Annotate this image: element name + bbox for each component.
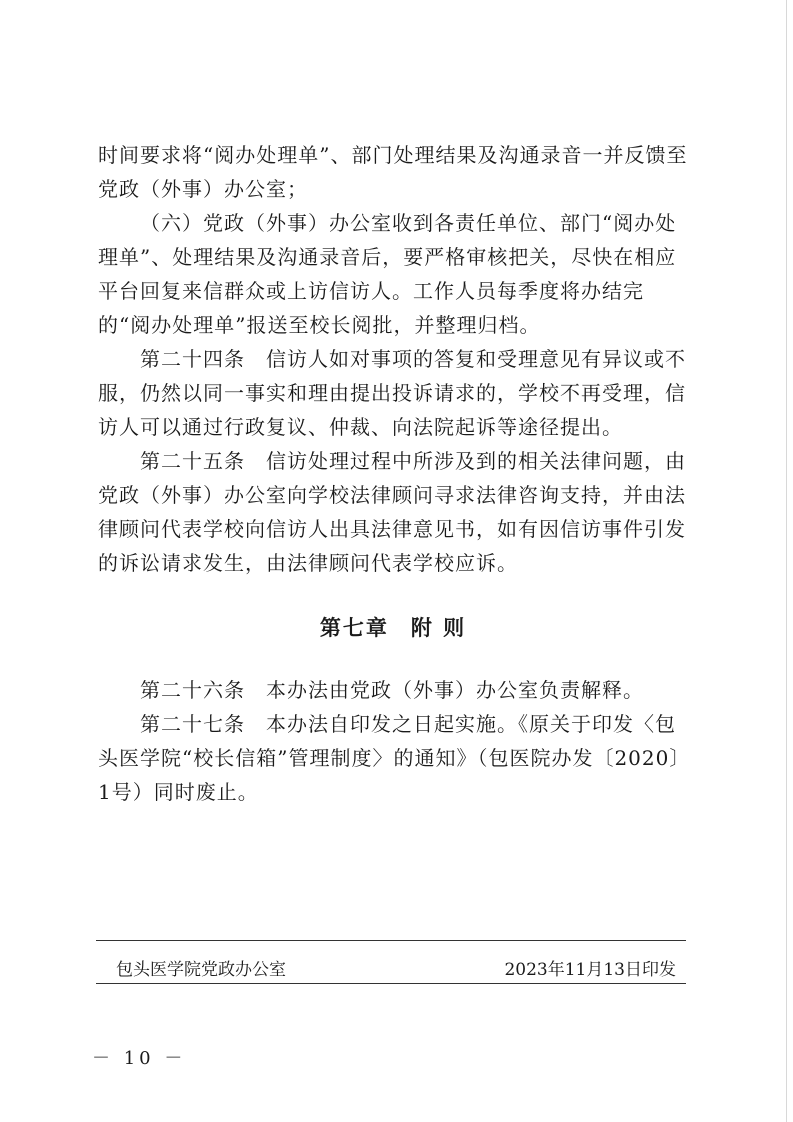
footer-bottom-rule: [96, 983, 686, 984]
footer-date: 2023年11月13日印发: [504, 960, 676, 980]
article-label: 第二十五条: [140, 449, 245, 473]
article-text: 本办法自印发之日起实施。《原关于印发〈包头医学院“校长信箱”管理制度〉的通知》（包医院办发〔2020〕1号）同时废止。: [98, 712, 681, 804]
article-label: 第二十七条: [140, 712, 245, 736]
chapter-heading: [98, 611, 688, 645]
page-edge-line: [786, 0, 787, 1122]
footer-top-rule: [96, 940, 686, 941]
article-text: 本办法由党政（外事）办公室负责解释。: [266, 678, 644, 702]
article-25: [98, 444, 688, 580]
article-label: 第二十四条: [140, 347, 245, 371]
article-text: 信访处理过程中所涉及到的相关法律问题，由党政（外事）办公室向学校法律顾问寻求法律咨询支持，并由法律顾问代表学校向信访人出具法律意见书，如有因信访事件引发的诉讼请求发生，由法律顾问代表学校应诉。: [98, 449, 686, 575]
footer-issuer: 包头医学院党政办公室: [116, 960, 286, 980]
article-text: 信访人如对事项的答复和受理意见有异议或不服，仍然以同一事实和理由提出投诉请求的，学校不再受理，信访人可以通过行政复议、仲裁、向法院起诉等途径提出。: [98, 347, 686, 439]
footer-row: [116, 955, 676, 980]
article-27: [98, 707, 688, 809]
document-body: [98, 138, 688, 809]
paragraph-continuation: 时间要求将“阅办处理单”、部门处理结果及沟通录音一并反馈至党政（外事）办公室；: [98, 143, 688, 201]
article-label: 第二十六条: [140, 678, 245, 702]
paragraph-item-six: （六）党政（外事）办公室收到各责任单位、部门“阅办处理单”、处理结果及沟通录音后，要严格审核把关，尽快在相应平台回复来信群众或上访信访人。工作人员每季度将办结完的“阅办处理单”报送至校长阅批，并整理归档。: [98, 211, 677, 337]
chapter-number: 第七章: [319, 615, 389, 640]
article-24: [98, 342, 688, 444]
page-number: － 10 －: [92, 1048, 187, 1069]
article-26: [98, 673, 688, 707]
chapter-title: 附 则: [410, 615, 467, 640]
